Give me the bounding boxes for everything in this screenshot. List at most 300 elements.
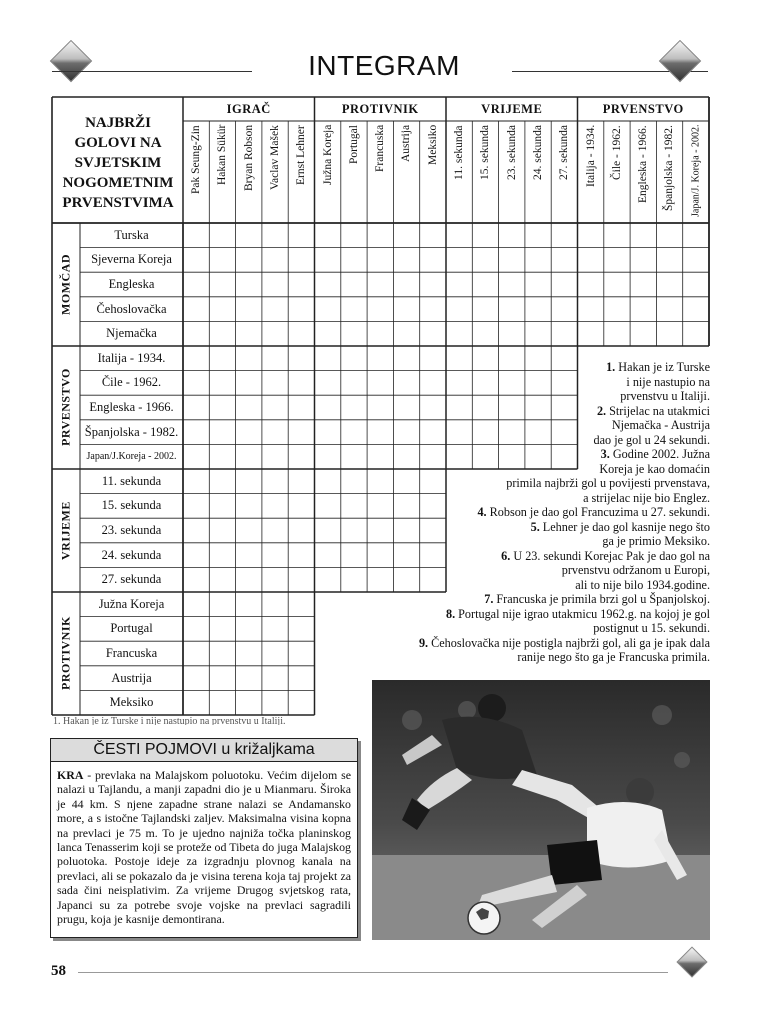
grid-cell[interactable] xyxy=(447,322,471,345)
grid-cell[interactable] xyxy=(342,519,366,542)
grid-cell[interactable] xyxy=(473,322,497,345)
grid-cell[interactable] xyxy=(316,445,340,468)
grid-cell[interactable] xyxy=(210,445,234,468)
grid-cell[interactable] xyxy=(210,519,234,542)
grid-cell[interactable] xyxy=(263,273,287,296)
clue-number: 2. xyxy=(596,403,607,418)
row-label: Meksiko xyxy=(109,695,154,710)
clue-text: prvenstvu održanom u Europi, xyxy=(561,563,710,577)
grid-cell[interactable] xyxy=(316,519,340,542)
grid-cell[interactable] xyxy=(210,372,234,395)
grid-cell[interactable] xyxy=(184,495,208,518)
row-label: 27. sekunda xyxy=(101,572,162,587)
grid-cell[interactable] xyxy=(263,322,287,345)
grid-cell[interactable] xyxy=(316,273,340,296)
column-label: Portugal xyxy=(347,125,360,164)
clue-text: i nije nastupio na xyxy=(626,374,710,389)
grid-cell[interactable] xyxy=(342,249,366,272)
row-group-label: MOMČAD xyxy=(58,254,73,315)
grid-cell[interactable] xyxy=(657,224,681,247)
grid-cell[interactable] xyxy=(263,224,287,247)
clue-line xyxy=(380,563,710,578)
grid-cell[interactable] xyxy=(289,322,313,345)
grid-cell[interactable] xyxy=(184,347,208,370)
grid-cell[interactable] xyxy=(368,273,392,296)
clues-list xyxy=(380,360,710,665)
grid-cell[interactable] xyxy=(184,667,208,690)
grid-cell[interactable] xyxy=(342,224,366,247)
grid-cell[interactable] xyxy=(263,642,287,665)
column-label: 15. sekunda xyxy=(479,125,492,180)
grid-cell[interactable] xyxy=(263,347,287,370)
grid-cell[interactable] xyxy=(263,593,287,616)
row-label: Njemačka xyxy=(106,326,157,341)
grid-cell[interactable] xyxy=(316,224,340,247)
grid-cell[interactable] xyxy=(342,347,366,370)
clue-line xyxy=(380,375,710,390)
clue-text: Njemačka - Austrija xyxy=(611,418,710,432)
column-group-label: PROTIVNIK xyxy=(341,101,419,116)
grid-cell[interactable] xyxy=(526,298,550,321)
grid-cell[interactable] xyxy=(342,470,366,493)
grid-cell[interactable] xyxy=(237,618,261,641)
clue-line xyxy=(380,404,710,419)
grid-cell[interactable] xyxy=(289,298,313,321)
clue-text: Robson je dao gol Francuzima u 27. sekundi. xyxy=(489,505,710,519)
grid-cell[interactable] xyxy=(552,298,576,321)
grid-cell[interactable] xyxy=(526,273,550,296)
grid-cell[interactable] xyxy=(237,372,261,395)
grid-cell[interactable] xyxy=(263,495,287,518)
grid-cell[interactable] xyxy=(237,691,261,714)
grid-cell[interactable] xyxy=(316,322,340,345)
clue-line xyxy=(380,447,710,462)
page-number: 58 xyxy=(51,963,66,979)
grid-cell[interactable] xyxy=(473,298,497,321)
clue-text: postignut u 15. sekundi. xyxy=(593,621,710,635)
grid-cell[interactable] xyxy=(210,642,234,665)
row-label: Japan/J.Koreja - 2002. xyxy=(86,451,177,463)
corner-title-line: PRVENSTVIMA xyxy=(62,195,174,211)
grid-cell[interactable] xyxy=(210,224,234,247)
grid-cell[interactable] xyxy=(184,298,208,321)
grid-cell[interactable] xyxy=(289,544,313,567)
grid-cell[interactable] xyxy=(500,273,524,296)
grid-cell[interactable] xyxy=(289,372,313,395)
grid-cell[interactable] xyxy=(605,322,629,345)
grid-cell[interactable] xyxy=(316,396,340,419)
grid-cell[interactable] xyxy=(421,273,445,296)
grid-cell[interactable] xyxy=(184,322,208,345)
grid-cell[interactable] xyxy=(447,249,471,272)
grid-cell[interactable] xyxy=(184,396,208,419)
grid-cell[interactable] xyxy=(184,224,208,247)
grid-cell[interactable] xyxy=(316,568,340,591)
grid-cell[interactable] xyxy=(579,322,603,345)
grid-cell[interactable] xyxy=(342,495,366,518)
grid-cell[interactable] xyxy=(237,667,261,690)
column-label: 11. sekunda xyxy=(453,125,466,180)
grid-cell[interactable] xyxy=(421,224,445,247)
grid-cell[interactable] xyxy=(237,470,261,493)
grid-cell[interactable] xyxy=(263,372,287,395)
grid-cell[interactable] xyxy=(605,224,629,247)
terms-box xyxy=(50,738,358,938)
grid-cell[interactable] xyxy=(210,347,234,370)
grid-cell[interactable] xyxy=(552,224,576,247)
grid-cell[interactable] xyxy=(210,273,234,296)
grid-cell[interactable] xyxy=(342,544,366,567)
grid-cell[interactable] xyxy=(289,568,313,591)
grid-cell[interactable] xyxy=(447,273,471,296)
column-group-label: IGRAČ xyxy=(226,101,271,116)
grid-cell[interactable] xyxy=(657,249,681,272)
row-label: Čehoslovačka xyxy=(96,301,167,316)
footer-rule xyxy=(78,972,668,973)
clue-line xyxy=(380,621,710,636)
grid-cell[interactable] xyxy=(184,249,208,272)
grid-cell[interactable] xyxy=(237,544,261,567)
football-action-photo xyxy=(372,680,710,940)
grid-cell[interactable] xyxy=(184,445,208,468)
grid-cell[interactable] xyxy=(210,495,234,518)
grid-cell[interactable] xyxy=(263,249,287,272)
grid-cell[interactable] xyxy=(684,249,708,272)
clue-line xyxy=(380,534,710,549)
grid-cell[interactable] xyxy=(657,298,681,321)
grid-cell[interactable] xyxy=(526,322,550,345)
grid-cell[interactable] xyxy=(473,224,497,247)
column-group-label: VRIJEME xyxy=(481,101,543,116)
grid-cell[interactable] xyxy=(526,249,550,272)
column-label: Austrija xyxy=(400,125,413,163)
clue-line xyxy=(380,491,710,506)
grid-cell[interactable] xyxy=(684,298,708,321)
row-label: Južna Koreja xyxy=(98,596,165,611)
grid-cell[interactable] xyxy=(631,249,655,272)
clue-line xyxy=(380,418,710,433)
grid-cell[interactable] xyxy=(421,322,445,345)
row-label: Italija - 1934. xyxy=(97,350,166,365)
clue-line xyxy=(380,636,710,651)
grid-cell[interactable] xyxy=(263,470,287,493)
grid-cell[interactable] xyxy=(184,544,208,567)
row-label: Čile - 1962. xyxy=(101,375,162,390)
grid-cell[interactable] xyxy=(342,568,366,591)
grid-cell[interactable] xyxy=(342,372,366,395)
row-label: 24. sekunda xyxy=(101,547,162,562)
grid-cell[interactable] xyxy=(263,298,287,321)
column-label: Japan/J. Koreja - 2002. xyxy=(690,125,702,218)
grid-cell[interactable] xyxy=(500,249,524,272)
grid-cell[interactable] xyxy=(342,445,366,468)
grid-cell[interactable] xyxy=(289,519,313,542)
clue-text: primila najbrži gol u povijesti prvenstava, xyxy=(506,476,710,490)
row-group-label: PROTIVNIK xyxy=(58,616,73,691)
column-label: Španjolska - 1982. xyxy=(663,125,676,211)
grid-cell[interactable] xyxy=(210,421,234,444)
grid-cell[interactable] xyxy=(631,273,655,296)
row-label: Francuska xyxy=(105,645,158,660)
clue-line xyxy=(380,578,710,593)
grid-cell[interactable] xyxy=(394,224,418,247)
column-label: Pak Seung-Zin xyxy=(190,125,203,194)
grid-cell[interactable] xyxy=(237,495,261,518)
grid-cell[interactable] xyxy=(237,568,261,591)
row-label: Engleska - 1966. xyxy=(89,399,174,414)
clue-number: 6. xyxy=(501,548,511,563)
row-group-label: VRIJEME xyxy=(58,501,73,560)
clue-text: Strijelac na utakmici xyxy=(609,403,710,418)
grid-cell[interactable] xyxy=(447,224,471,247)
grid-cell[interactable] xyxy=(631,322,655,345)
clue-line xyxy=(380,607,710,622)
clue-line xyxy=(380,476,710,491)
grid-cell[interactable] xyxy=(605,298,629,321)
clue-number: 3. xyxy=(600,447,610,461)
grid-cell[interactable] xyxy=(605,249,629,272)
grid-cell[interactable] xyxy=(237,421,261,444)
clue-line xyxy=(380,462,710,477)
grid-cell[interactable] xyxy=(316,249,340,272)
grid-cell[interactable] xyxy=(605,273,629,296)
column-label: 24. sekunda xyxy=(532,125,545,180)
grid-cell[interactable] xyxy=(184,519,208,542)
grid-cell[interactable] xyxy=(210,396,234,419)
grid-cell[interactable] xyxy=(394,298,418,321)
clue-text: Čehoslovačka nije postigla najbrži gol, ali ga je ipak dala xyxy=(431,635,710,650)
column-label: Vaclav Mašek xyxy=(269,125,282,190)
grid-cell[interactable] xyxy=(552,273,576,296)
grid-cell[interactable] xyxy=(210,618,234,641)
grid-cell[interactable] xyxy=(210,470,234,493)
grid-cell[interactable] xyxy=(184,642,208,665)
grid-cell[interactable] xyxy=(210,593,234,616)
grid-cell[interactable] xyxy=(210,691,234,714)
column-label: Engleska - 1966. xyxy=(637,125,650,203)
grid-cell[interactable] xyxy=(316,421,340,444)
grid-cell[interactable] xyxy=(631,224,655,247)
grid-cell[interactable] xyxy=(421,298,445,321)
row-label: Sjeverna Koreja xyxy=(91,252,172,267)
grid-cell[interactable] xyxy=(184,568,208,591)
grid-cell[interactable] xyxy=(289,667,313,690)
grid-cell[interactable] xyxy=(289,421,313,444)
truncated-note: 1. Hakan je iz Turske i nije nastupio na prvenstvu u Italiji. xyxy=(53,717,286,725)
grid-cell[interactable] xyxy=(237,322,261,345)
clue-text: Portugal nije igrao utakmicu 1962.g. na kojoj je gol xyxy=(458,606,710,621)
column-group-label: PRVENSTVO xyxy=(602,101,684,116)
grid-cell[interactable] xyxy=(263,667,287,690)
column-label: Bryan Robson xyxy=(242,125,255,192)
grid-cell[interactable] xyxy=(316,544,340,567)
grid-cell[interactable] xyxy=(263,618,287,641)
clue-text: U 23. sekundi Korejac Pak je dao gol na xyxy=(513,548,710,563)
grid-cell[interactable] xyxy=(316,495,340,518)
grid-cell[interactable] xyxy=(421,249,445,272)
row-label: Španjolska - 1982. xyxy=(84,424,179,439)
grid-cell[interactable] xyxy=(394,273,418,296)
grid-cell[interactable] xyxy=(237,273,261,296)
clue-text: Lehner je dao gol kasnije nego što xyxy=(542,519,710,534)
corner-title-line: SVJETSKIM xyxy=(74,155,162,171)
clue-text: ali to nije bilo 1934.godine. xyxy=(575,577,710,592)
row-label: 23. sekunda xyxy=(101,522,162,537)
clue-line xyxy=(380,650,710,665)
grid-cell[interactable] xyxy=(184,691,208,714)
grid-cell[interactable] xyxy=(263,519,287,542)
clue-number: 7. xyxy=(484,592,494,606)
column-label: Hakan Sükür xyxy=(216,125,229,186)
grid-cell[interactable] xyxy=(684,224,708,247)
grid-cell[interactable] xyxy=(368,298,392,321)
grid-cell[interactable] xyxy=(184,372,208,395)
grid-cell[interactable] xyxy=(552,249,576,272)
grid-cell[interactable] xyxy=(210,568,234,591)
grid-cell[interactable] xyxy=(342,298,366,321)
grid-cell[interactable] xyxy=(289,618,313,641)
column-label: Italija - 1934. xyxy=(584,125,597,188)
grid-cell[interactable] xyxy=(316,372,340,395)
grid-cell[interactable] xyxy=(368,224,392,247)
grid-cell[interactable] xyxy=(210,544,234,567)
grid-cell[interactable] xyxy=(184,593,208,616)
term-word: KRA xyxy=(57,768,84,782)
clue-line xyxy=(380,389,710,404)
grid-cell[interactable] xyxy=(184,273,208,296)
clue-line xyxy=(380,433,710,448)
grid-cell[interactable] xyxy=(289,445,313,468)
grid-cell[interactable] xyxy=(342,273,366,296)
column-label: 27. sekunda xyxy=(558,125,571,180)
row-label: Engleska xyxy=(108,276,155,291)
page-title: INTEGRAM xyxy=(308,50,460,81)
column-label: Ernst Lehner xyxy=(295,125,308,185)
row-label: 11. sekunda xyxy=(101,473,162,488)
grid-cell[interactable] xyxy=(657,322,681,345)
clue-line xyxy=(380,360,710,375)
grid-cell[interactable] xyxy=(316,347,340,370)
clue-text: ranije nego što ga je Francuska primila. xyxy=(517,650,710,664)
grid-cell[interactable] xyxy=(289,642,313,665)
grid-cell[interactable] xyxy=(289,470,313,493)
term-definition: - prevlaka na Malajskom poluotoku. Većim dijelom se nalazi u Tajlandu, a manji zapadni dio je u Mianmaru. Široka je 44 km. S njene zapadne strane nalazi se Andamansko more, a s istočne Tajlandski zaljev. Maksimalna visina kopna na prevlaci je 75 m. To je ujedno najniža točka planinskog lanca Tenasserim koji se proteže od Tibeta do juga Malajskog poluotoka. Postoje ideje za izgradnju plovnog kanala na prevlaci, ali se pokazalo da je visina terena koja taj projekt za sada čini neisplativim. Za vrijeme Drugog svjetskog rata, Japanci su za potrebe svoje vojske na prevlaci sagradili prugu, koja je kasnije demontirana. xyxy=(57,768,351,927)
grid-cell[interactable] xyxy=(289,273,313,296)
grid-cell[interactable] xyxy=(237,396,261,419)
grid-cell[interactable] xyxy=(289,224,313,247)
grid-cell[interactable] xyxy=(237,642,261,665)
grid-cell[interactable] xyxy=(289,396,313,419)
grid-cell[interactable] xyxy=(684,322,708,345)
grid-cell[interactable] xyxy=(579,273,603,296)
grid-cell[interactable] xyxy=(184,618,208,641)
grid-cell[interactable] xyxy=(289,593,313,616)
grid-cell[interactable] xyxy=(368,322,392,345)
grid-cell[interactable] xyxy=(289,495,313,518)
clue-number: 1. xyxy=(606,360,616,374)
row-label: Austrija xyxy=(111,670,152,685)
grid-cell[interactable] xyxy=(237,445,261,468)
grid-cell[interactable] xyxy=(579,249,603,272)
terms-heading: ČESTI POJMOVI u križaljkama xyxy=(51,739,357,762)
clue-text: a strijelac nije bio Englez. xyxy=(583,490,710,505)
grid-cell[interactable] xyxy=(500,322,524,345)
grid-cell[interactable] xyxy=(237,519,261,542)
grid-cell[interactable] xyxy=(473,249,497,272)
grid-cell[interactable] xyxy=(500,298,524,321)
corner-title-line: NAJBRŽI xyxy=(85,115,151,131)
grid-cell[interactable] xyxy=(631,298,655,321)
column-label: Meksiko xyxy=(426,125,439,166)
grid-cell[interactable] xyxy=(263,396,287,419)
row-label: 15. sekunda xyxy=(101,498,162,513)
terms-body xyxy=(51,762,357,926)
clue-text: Koreja je kao domaćin xyxy=(599,461,710,476)
grid-cell[interactable] xyxy=(394,249,418,272)
grid-cell[interactable] xyxy=(552,322,576,345)
grid-cell[interactable] xyxy=(210,322,234,345)
clue-text: Francuska je primila brzi gol u Španjolskoj. xyxy=(496,592,710,606)
grid-cell[interactable] xyxy=(368,249,392,272)
clue-number: 9. xyxy=(418,635,429,650)
grid-cell[interactable] xyxy=(210,667,234,690)
clue-text: ga je primio Meksiko. xyxy=(602,534,710,548)
grid-cell[interactable] xyxy=(237,347,261,370)
grid-cell[interactable] xyxy=(210,298,234,321)
clue-number: 5. xyxy=(530,519,540,534)
grid-cell[interactable] xyxy=(184,421,208,444)
grid-cell[interactable] xyxy=(263,544,287,567)
grid-cell[interactable] xyxy=(657,273,681,296)
grid-cell[interactable] xyxy=(237,249,261,272)
row-label: Turska xyxy=(114,227,149,242)
grid-cell[interactable] xyxy=(473,273,497,296)
row-group-label: PRVENSTVO xyxy=(58,368,73,447)
grid-cell[interactable] xyxy=(263,421,287,444)
grid-cell[interactable] xyxy=(579,298,603,321)
grid-cell[interactable] xyxy=(263,445,287,468)
grid-cell[interactable] xyxy=(579,224,603,247)
grid-cell[interactable] xyxy=(316,298,340,321)
grid-cell[interactable] xyxy=(289,347,313,370)
grid-cell[interactable] xyxy=(447,298,471,321)
clue-text: dao je gol u 24 sekundi. xyxy=(593,432,710,447)
grid-cell[interactable] xyxy=(342,322,366,345)
column-label: 23. sekunda xyxy=(505,125,518,180)
grid-cell[interactable] xyxy=(342,421,366,444)
grid-cell[interactable] xyxy=(263,568,287,591)
grid-cell[interactable] xyxy=(289,249,313,272)
grid-cell[interactable] xyxy=(263,691,287,714)
row-label: Portugal xyxy=(110,621,153,636)
grid-cell[interactable] xyxy=(500,224,524,247)
grid-cell[interactable] xyxy=(684,273,708,296)
grid-cell[interactable] xyxy=(237,298,261,321)
grid-cell[interactable] xyxy=(184,470,208,493)
clue-number: 4. xyxy=(477,505,487,519)
grid-corner-title xyxy=(53,113,183,213)
grid-cell[interactable] xyxy=(210,249,234,272)
grid-cell[interactable] xyxy=(316,470,340,493)
grid-cell[interactable] xyxy=(237,224,261,247)
grid-cell[interactable] xyxy=(289,691,313,714)
grid-cell[interactable] xyxy=(394,322,418,345)
grid-cell[interactable] xyxy=(526,224,550,247)
clue-text: prvenstvu u Italiji. xyxy=(620,389,710,403)
corner-title-line: NOGOMETNIM xyxy=(62,175,174,191)
grid-cell[interactable] xyxy=(342,396,366,419)
grid-cell[interactable] xyxy=(237,593,261,616)
